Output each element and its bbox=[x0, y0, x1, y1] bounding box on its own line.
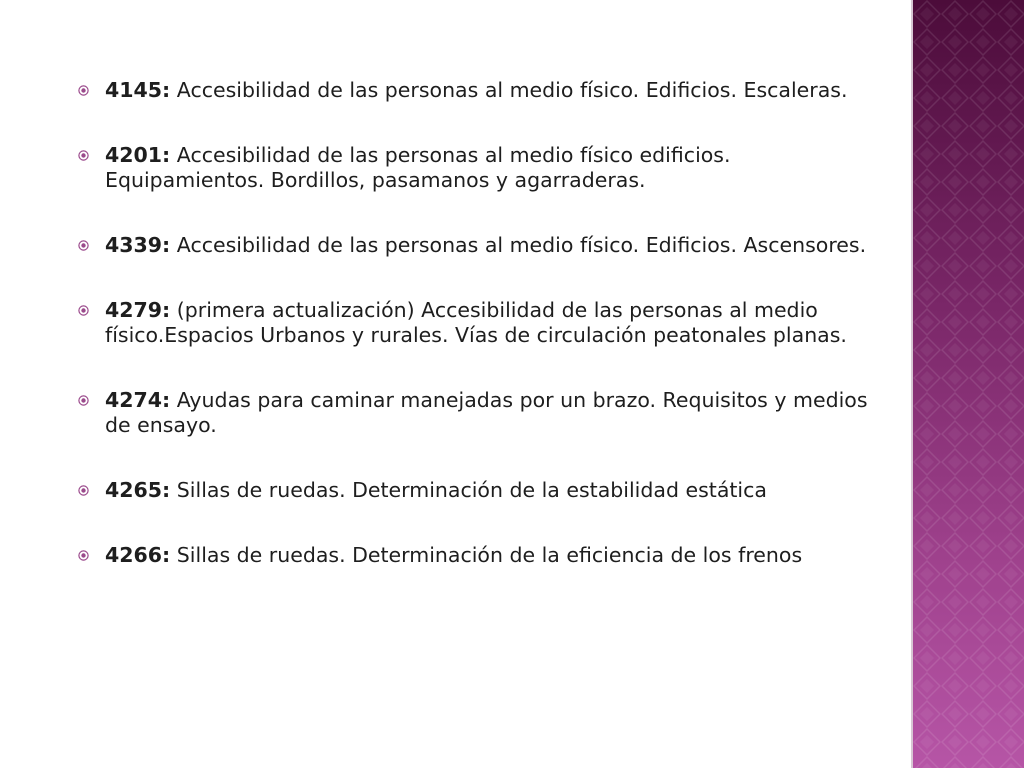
standard-code: 4201: bbox=[105, 143, 171, 167]
standard-code: 4266: bbox=[105, 543, 171, 567]
bullet-icon bbox=[78, 395, 89, 406]
list-item bbox=[76, 543, 886, 568]
standard-code: 4145: bbox=[105, 78, 171, 102]
list-item bbox=[76, 78, 886, 103]
decorative-side-band bbox=[913, 0, 1024, 768]
diamond-pattern-icon bbox=[913, 0, 1024, 768]
list-item bbox=[76, 478, 886, 503]
standard-code: 4339: bbox=[105, 233, 171, 257]
standard-description: Accesibilidad de las personas al medio físico. Edificios. Ascensores. bbox=[176, 233, 867, 257]
list-item bbox=[76, 233, 886, 258]
standard-code: 4274: bbox=[105, 388, 171, 412]
bullet-list bbox=[76, 78, 886, 608]
bullet-icon bbox=[78, 485, 89, 496]
standard-code: 4279: bbox=[105, 298, 171, 322]
bullet-icon bbox=[78, 550, 89, 561]
bullet-icon bbox=[78, 85, 89, 96]
standard-description: Ayudas para caminar manejadas por un brazo. Requisitos y medios de ensayo. bbox=[105, 388, 868, 437]
standard-code: 4265: bbox=[105, 478, 171, 502]
standard-description: Accesibilidad de las personas al medio físico. Edificios. Escaleras. bbox=[176, 78, 848, 102]
standard-description: Sillas de ruedas. Determinación de la eficiencia de los frenos bbox=[176, 543, 803, 567]
standard-description: (primera actualización) Accesibilidad de las personas al medio físico.Espacios Urbanos y rurales. Vías de circulación peatonales planas. bbox=[105, 298, 847, 347]
standard-description: Sillas de ruedas. Determinación de la estabilidad estática bbox=[176, 478, 767, 502]
standard-description: Accesibilidad de las personas al medio físico edificios. Equipamientos. Bordillos, pasamanos y agarraderas. bbox=[105, 143, 731, 192]
list-item bbox=[76, 388, 886, 438]
list-item bbox=[76, 143, 886, 193]
list-item bbox=[76, 298, 886, 348]
bullet-icon bbox=[78, 150, 89, 161]
bullet-icon bbox=[78, 305, 89, 316]
bullet-icon bbox=[78, 240, 89, 251]
